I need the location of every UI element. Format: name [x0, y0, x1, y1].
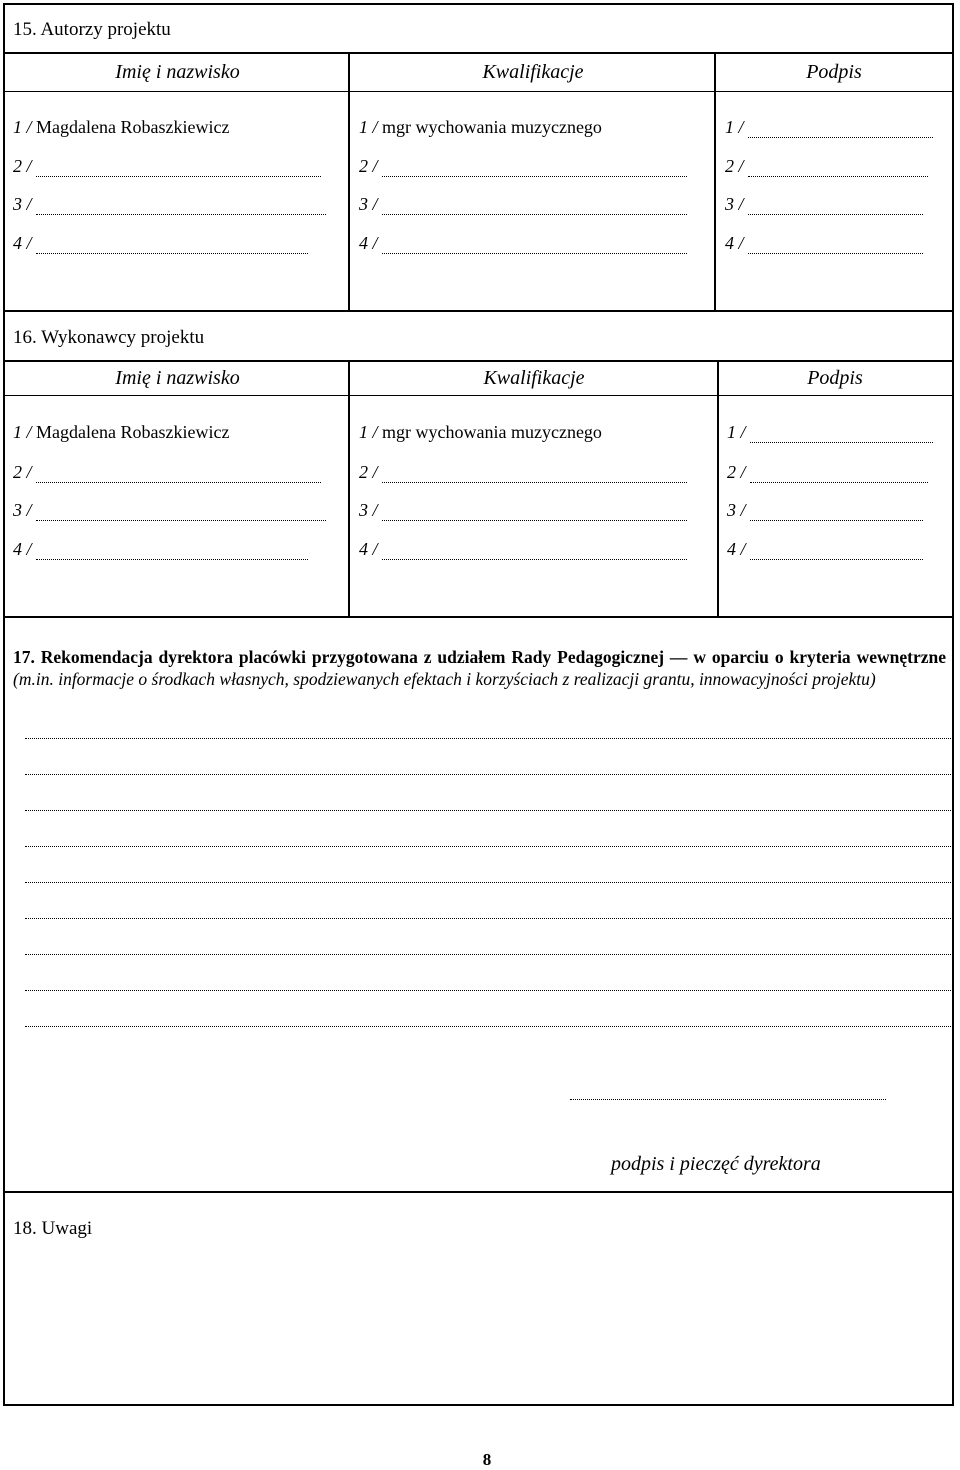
executor-signature-2[interactable]: 2 / — [727, 461, 928, 483]
form-page — [3, 3, 954, 1406]
author-name-1[interactable]: 1 / Magdalena Robaszkiewicz — [13, 117, 230, 137]
column-divider — [348, 361, 350, 617]
dotted-fill — [382, 545, 687, 560]
recommendation-line-4[interactable] — [25, 845, 951, 847]
column-header-name: Imię i nazwisko — [115, 367, 240, 389]
dotted-fill — [36, 506, 326, 521]
dotted-fill — [750, 545, 923, 560]
dotted-fill — [748, 123, 933, 138]
divider — [5, 1191, 952, 1193]
executor-qualification-3[interactable]: 3 / — [359, 499, 687, 521]
divider — [5, 395, 952, 396]
column-header-name: Imię i nazwisko — [115, 61, 240, 83]
divider — [5, 616, 952, 618]
divider — [5, 360, 952, 362]
dotted-fill — [382, 162, 687, 177]
executor-qualification-2[interactable]: 2 / — [359, 461, 687, 483]
author-name-2[interactable]: 2 / — [13, 155, 321, 177]
column-header-signature: Podpis — [806, 61, 862, 83]
author-qualification-3[interactable]: 3 / — [359, 193, 687, 215]
section-16-title: 16. Wykonawcy projektu — [13, 327, 205, 348]
remarks-area[interactable] — [5, 1245, 952, 1403]
recommendation-line-1[interactable] — [25, 737, 951, 739]
dotted-fill — [748, 200, 923, 215]
executor-signature-4[interactable]: 4 / — [727, 538, 923, 560]
dotted-fill — [382, 468, 687, 483]
recommendation-line-7[interactable] — [25, 953, 951, 955]
dotted-fill — [382, 200, 687, 215]
column-divider — [717, 361, 719, 617]
executor-signature-1[interactable]: 1 / — [727, 421, 933, 443]
author-signature-4[interactable]: 4 / — [725, 232, 923, 254]
executor-qualification-1[interactable]: 1 / mgr wychowania muzycznego — [359, 422, 602, 442]
dotted-fill — [36, 545, 308, 560]
recommendation-line-9[interactable] — [25, 1025, 951, 1027]
recommendation-line-6[interactable] — [25, 917, 951, 919]
author-name-4[interactable]: 4 / — [13, 232, 308, 254]
executor-name-3[interactable]: 3 / — [13, 499, 326, 521]
author-qualification-1[interactable]: 1 / mgr wychowania muzycznego — [359, 117, 602, 137]
executor-signature-3[interactable]: 3 / — [727, 499, 923, 521]
column-header-qualifications: Kwalifikacje — [483, 367, 585, 389]
dotted-fill — [750, 468, 928, 483]
dotted-fill — [750, 506, 923, 521]
author-name-3[interactable]: 3 / — [13, 193, 326, 215]
author-signature-1[interactable]: 1 / — [725, 116, 933, 138]
section-17-title — [13, 646, 946, 690]
column-header-signature: Podpis — [807, 367, 863, 389]
dotted-fill — [748, 239, 923, 254]
recommendation-line-3[interactable] — [25, 809, 951, 811]
column-divider — [348, 53, 350, 311]
author-qualification-4[interactable]: 4 / — [359, 232, 687, 254]
executor-qualification-4[interactable]: 4 / — [359, 538, 687, 560]
director-signature-line[interactable] — [570, 1099, 886, 1100]
section-15-title: 15. Autorzy projektu — [13, 19, 171, 40]
dotted-fill — [748, 162, 928, 177]
dotted-fill — [36, 468, 321, 483]
page-number: 8 — [482, 1450, 492, 1469]
section-17-heading: 17. Rekomendacja dyrektora placówki przygotowana z udziałem Rady Pedagogicznej — w oparciu o kryteria wewnętrzne — [13, 647, 946, 667]
executor-name-2[interactable]: 2 / — [13, 461, 321, 483]
dotted-fill — [36, 239, 308, 254]
column-header-qualifications: Kwalifikacje — [482, 61, 584, 83]
recommendation-line-8[interactable] — [25, 989, 951, 991]
divider — [5, 310, 952, 312]
recommendation-line-2[interactable] — [25, 773, 951, 775]
executor-name-1[interactable]: 1 / Magdalena Robaszkiewicz — [13, 422, 230, 442]
dotted-fill — [382, 239, 687, 254]
section-17-hint: (m.in. informacje o środkach własnych, spodziewanych efektach i korzyściach z realizacji grantu, innowacyjności projektu) — [13, 669, 876, 689]
section-18-title: 18. Uwagi — [13, 1218, 93, 1239]
divider — [5, 52, 952, 54]
author-signature-2[interactable]: 2 / — [725, 155, 928, 177]
dotted-fill — [36, 200, 326, 215]
author-qualification-2[interactable]: 2 / — [359, 155, 687, 177]
recommendation-line-5[interactable] — [25, 881, 951, 883]
column-divider — [714, 53, 716, 311]
divider — [5, 91, 952, 92]
executor-name-4[interactable]: 4 / — [13, 538, 308, 560]
dotted-fill — [382, 506, 687, 521]
dotted-fill — [750, 428, 933, 443]
director-signature-label: podpis i pieczęć dyrektora — [611, 1153, 821, 1175]
author-signature-3[interactable]: 3 / — [725, 193, 923, 215]
dotted-fill — [36, 162, 321, 177]
